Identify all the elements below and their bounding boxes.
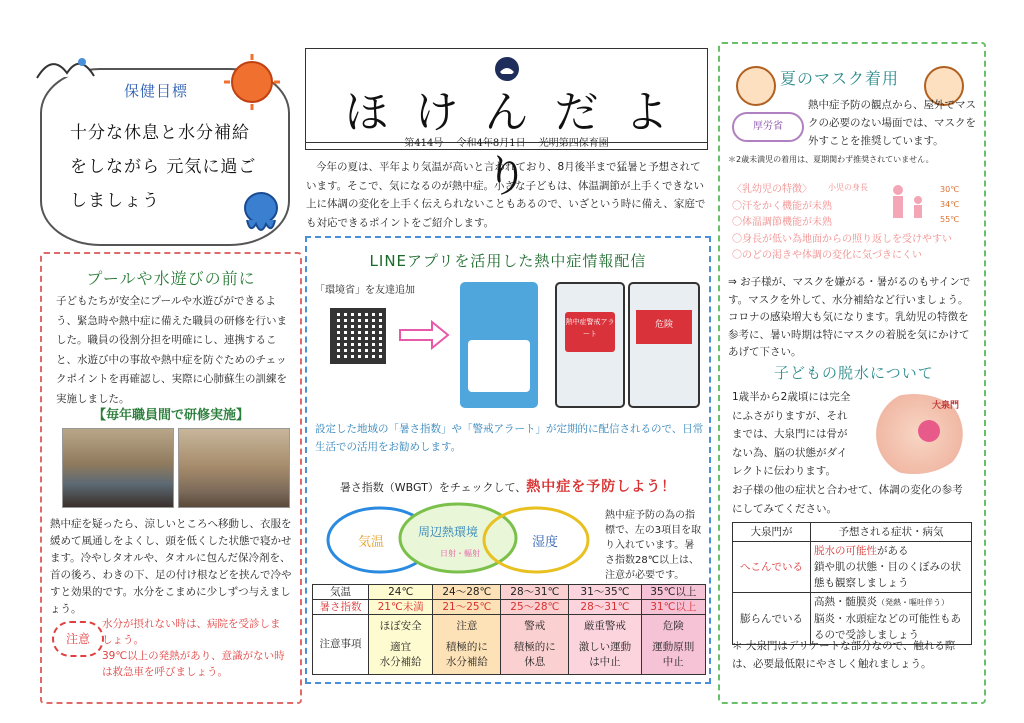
issue-line [305, 134, 708, 149]
page-title: ほけんだより [344, 87, 695, 202]
table-row: 注意事項 ほぼ安全 適宜 水分補給 注意 積極的に 水分補給 警戒 積極的に 休息 厳重警戒 激しい運動 は中止 危険 運動原則 中止 [313, 615, 706, 675]
venn-center-sub: 日射・輻射 [440, 549, 480, 558]
line-screenshot-1 [460, 282, 538, 408]
dehydration-body: 1歳半から2歳頃には完全にふさがりますが、それまでは、大泉門には骨がない為、脳の状態がダイレクトに伝わります。 [732, 391, 851, 477]
training-photo-2 [178, 428, 290, 508]
caution-badge: 注意 [52, 621, 104, 657]
wbgt-description: 熱中症予防の為の指標で、左の3項目を取り入れています。暑さ指数28℃以上は、注意が必要です。 [605, 510, 702, 581]
venn-right-label: 湿度 [532, 535, 559, 550]
boy-face-illustration [736, 66, 776, 106]
intro-text: 今年の夏は、平年より気温が高いと言われており、8月後半まで猛暑と予想されています。そこで、気になるのが熱中症。小さな子どもは、体温調節が上手くできない上に体調の変化を上手く伝えられないこともあるので、いざという時に備え、家庭でも対応できるポイントをご紹介します。 [306, 161, 706, 229]
friend-add-text: 「環境省」を友達追加 [315, 285, 415, 296]
infant-features: 〈乳幼児の特徴〉 〇汗をかく機能が未熟 〇体温調節機能が未熟 〇身長が低い為地面からの照り返しを受けやすい 〇のどの渇きや体調の変化に気づきにくい [732, 184, 952, 261]
fontanelle-label: 大泉門 [932, 401, 960, 411]
line-screenshot-2: 熱中症警戒アラート [555, 282, 625, 408]
mask-advice: ⇒ お子様が、マスクを嫌がる・暑がるのもサインです。マスクを外して、水分補給など行いましょう。コロナの感染増大も気になります。乳幼児の特徴を参考に、暑い時期は特にマスクの着脱を気にかけてあげて下さい。 [728, 276, 971, 358]
wbgt-table [312, 584, 706, 675]
publisher: 光明第四保育園 [538, 138, 609, 149]
mask-title: 夏のマスク着用 [780, 69, 900, 88]
wbgt-heading: 暑さ指数（WBGT）をチェックして、熱中症を予防しよう！ [339, 479, 677, 495]
venn-center-label: 周辺熱環境 [418, 525, 479, 539]
arrow-right-icon [398, 320, 450, 350]
mhlw-badge: 厚労省 [732, 112, 804, 142]
health-goal-label: 保健目標 [124, 82, 189, 100]
table-row: 暑さ指数 21℃未満 21～25℃ 25～28℃ 28～31℃ 31℃以上 [313, 600, 706, 615]
table-row: へこんでいる 脱水の可能性がある 鎖や肌の状態・目のくぼみの状態も観察しましょう [733, 542, 972, 593]
line-screenshot-3: 危険 [628, 282, 700, 408]
table-row: 気温 24℃ 24～28℃ 28～31℃ 31～35℃ 35℃以上 [313, 585, 706, 600]
line-app-description: 設定した地域の「暑さ指数」や「警戒アラート」が定期的に配信されるので、日常生活での活用をお勧めします。 [315, 423, 704, 453]
qr-code[interactable] [330, 308, 386, 364]
issue-number: 第414号 [404, 138, 444, 149]
mask-note: ＊2歳未満児の着用は、夏期関わず推奨されていません。 [728, 155, 934, 164]
sun-illustration [222, 52, 282, 112]
adult-child-illustration [886, 184, 932, 220]
thermo-labels: 30℃ 34℃ 55℃ [940, 185, 960, 224]
dehydration-title: 子どもの脱水について [774, 364, 934, 382]
training-title: 【毎年職員間で研修実施】 [92, 408, 249, 423]
seagull-illustration [32, 48, 102, 88]
issue-date: 令和4年8月1日 [456, 138, 526, 149]
wbgt-venn-diagram [318, 500, 598, 580]
symptom-table [732, 522, 972, 645]
health-goal-text: 十分な休息と水分補給 をしながら 元気に過ご しましょう [70, 123, 257, 211]
line-app-title: LINEアプリを活用した熱中症情報配信 [369, 252, 647, 270]
fontanelle-note: ＊ 大泉門はデリケートな部分なので、触れる際は、必要最低限にやさしく触れましょう。 [732, 640, 956, 670]
caution-text: 水分が摂れない時は、病院を受診しましょう。 39℃以上の発熱があり、意識がない時は救急車を呼びましょう。 [102, 618, 285, 678]
fontanelle-marker [918, 420, 940, 442]
venn-left-label: 気温 [358, 535, 385, 550]
table-row: 大泉門が 予想される症状・病気 [733, 523, 972, 542]
pool-title: プールや水遊びの前に [86, 269, 256, 288]
training-photo-1 [62, 428, 174, 508]
infant-height-label: 小児の身長 [828, 183, 868, 192]
dehydration-body-2: お子様の他の症状と合わせて、体調の変化の参考にしてみてください。 [732, 484, 963, 515]
mask-body: 熱中症予防の観点から、屋外でマスクの必要のない場面では、マスクを外すことを推奨しています。 [808, 99, 976, 147]
table-row: 膨らんでいる 高熱・髄膜炎（発熱・嘔吐伴う） 脳炎・水頭症などの可能性もあるので受診しましょう [733, 593, 972, 645]
pool-body: 子どもたちが安全にプールや水遊びができるよう、緊急時や熱中症に備えた職員の研修を行いました。職員の役割分担を明確にし、連携すること、水遊び中の事故や熱中症を防ぐためのチェックポイントを再確認し、実際に心肺蘇生の訓練を実施しました。 [56, 295, 287, 405]
heatstroke-first-aid: 熱中症を疑ったら、涼しいところへ移動し、衣服を緩めて風通しをよくし、頭を低くした状態で寝かせます。冷やしタオルや、タオルに包んだ保冷剤を、首の後ろ、わきの下、足の付け根などを挟んで冷やすと効果的です。水分をこまめに少しずつ与えましょう。 [50, 518, 292, 615]
